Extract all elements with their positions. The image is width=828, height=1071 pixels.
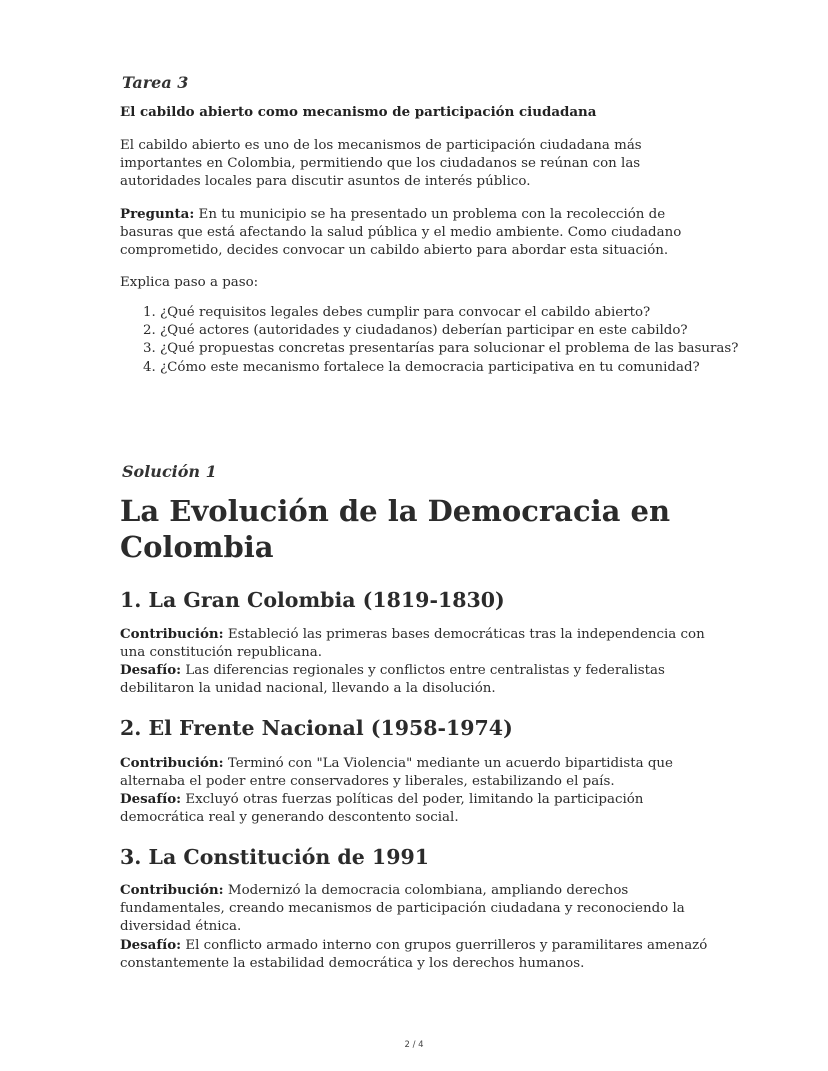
challenge-text: Excluyó otras fuerzas políticas del poder, limitando la participación democrática real y generando descontento social. [120, 792, 644, 826]
section-contribution [120, 625, 710, 662]
task-label: Tarea 3 [122, 73, 189, 92]
section-contribution [120, 881, 710, 937]
contribution-text: Terminó con "La Violencia" mediante un acuerdo bipartidista que alternaba el poder entre conservadores y liberales, estabilizando el país. [120, 756, 673, 790]
solution-label: Solución 1 [122, 462, 217, 481]
task-question [120, 205, 710, 261]
contribution-label: Contribución: [120, 626, 224, 642]
question-label: Pregunta: [120, 206, 195, 222]
list-item: 3. ¿Qué propuestas concretas presentarías para solucionar el problema de las basuras? [160, 340, 760, 358]
page-indicator: 2 / 4 [404, 1040, 424, 1050]
list-item: 4. ¿Cómo este mecanismo fortalece la democracia participativa en tu comunidad? [160, 359, 760, 377]
contribution-label: Contribución: [120, 755, 224, 771]
question-text: En tu municipio se ha presentado un problema con la recolección de basuras que está afectando la salud pública y el medio ambiente. Como ciudadano comprometido, decides convocar un cabildo abierto para abordar esta situación. [120, 207, 682, 259]
contribution-text: Estableció las primeras bases democráticas tras la independencia con una constitución republicana. [120, 627, 705, 661]
section-challenge [120, 790, 710, 827]
section-contribution [120, 754, 710, 791]
challenge-text: El conflicto armado interno con grupos guerrilleros y paramilitares amenazó constantemente la estabilidad democrática y los derechos humanos. [120, 938, 708, 972]
section-challenge [120, 936, 710, 973]
contribution-label: Contribución: [120, 882, 224, 898]
section-challenge [120, 661, 710, 698]
section-heading: 3. La Constitución de 1991 [120, 845, 429, 869]
section-heading: 2. El Frente Nacional (1958-1974) [120, 716, 513, 740]
list-item: 1. ¿Qué requisitos legales debes cumplir para convocar el cabildo abierto? [160, 304, 760, 322]
challenge-label: Desafío: [120, 662, 182, 678]
task-title: El cabildo abierto como mecanismo de participación ciudadana [120, 104, 597, 120]
contribution-text: Modernizó la democracia colombiana, ampliando derechos fundamentales, creando mecanismos de participación ciudadana y reconociendo la diversidad étnica. [120, 883, 685, 935]
challenge-text: Las diferencias regionales y conflictos entre centralistas y federalistas debilitaron la unidad nacional, llevando a la disolución. [120, 663, 665, 697]
task-intro: El cabildo abierto es uno de los mecanismos de participación ciudadana más importantes en Colombia, permitiendo que los ciudadanos se reúnan con las autoridades locales para discutir asuntos de interés público. [120, 138, 642, 190]
list-item: 2. ¿Qué actores (autoridades y ciudadanos) deberían participar en este cabildo? [160, 322, 760, 340]
task-explain: Explica paso a paso: [120, 275, 259, 290]
section-heading: 1. La Gran Colombia (1819-1830) [120, 588, 505, 612]
challenge-label: Desafío: [120, 791, 182, 807]
solution-title: La Evolución de la Democracia en Colombia [120, 494, 671, 564]
steps-list [120, 304, 760, 377]
challenge-label: Desafío: [120, 937, 182, 953]
